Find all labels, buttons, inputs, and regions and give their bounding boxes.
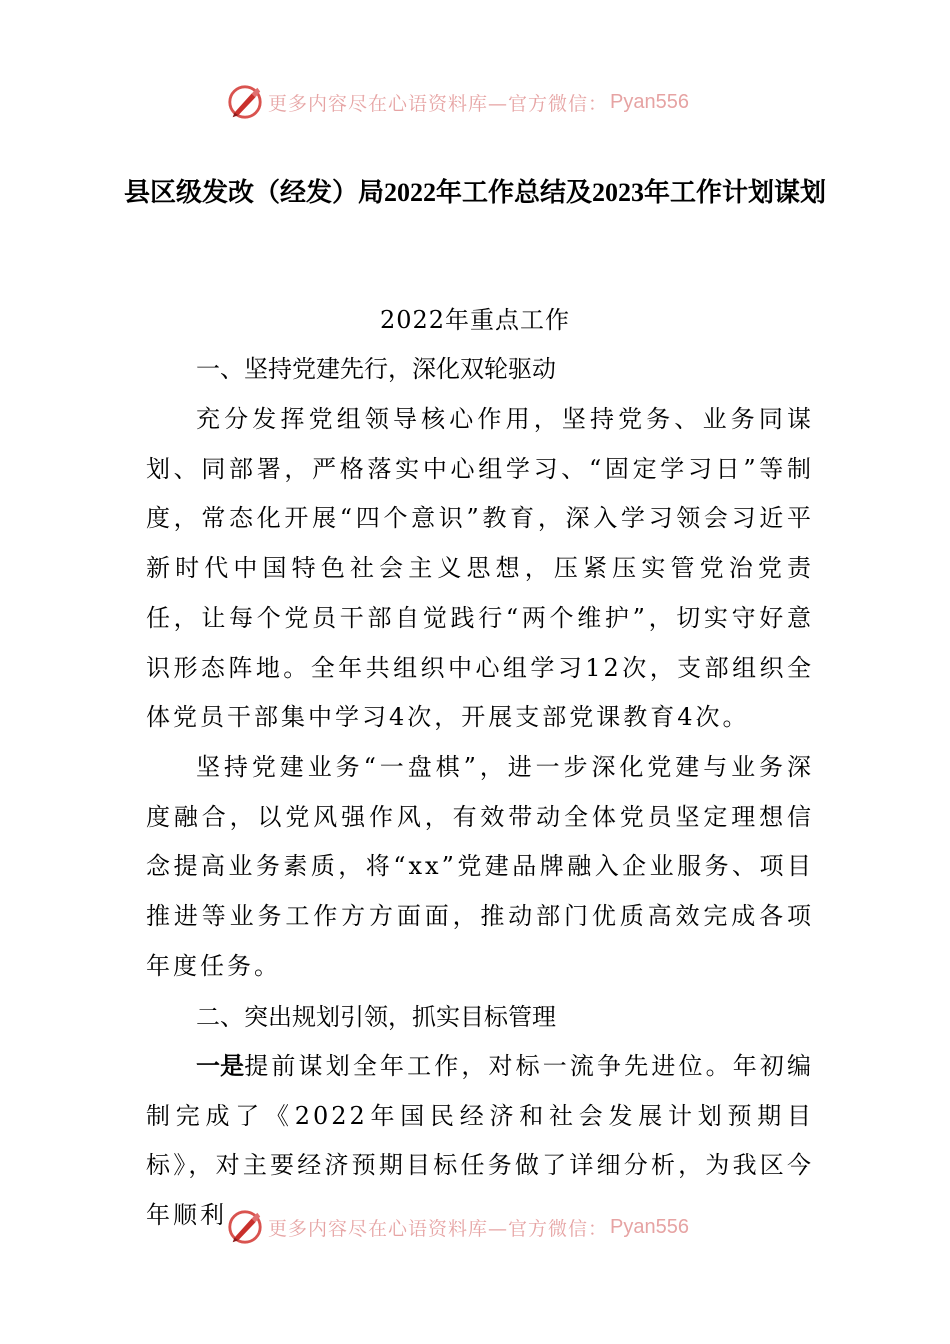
section-subtitle: 2022年重点工作	[379, 306, 571, 334]
wechat-id: Pyan556	[610, 90, 689, 113]
wechat-id: Pyan556	[610, 1215, 689, 1238]
paragraph-lead: 一是	[196, 1052, 245, 1080]
watermark-text: 更多内容尽在心语资料库—官方微信：	[268, 92, 609, 115]
pen-logo-icon	[226, 1208, 264, 1246]
watermark-banner-top	[226, 82, 689, 122]
watermark-text: 更多内容尽在心语资料库—官方微信：	[268, 1217, 609, 1240]
paragraph-body: 提前谋划全年工作，对标一流争先进位。年初编制完成了《2022年国民经济和社会发展计划预期目标》，对主要经济预期目标任务做了详细分析，为我区今年顺利	[146, 1052, 815, 1230]
pen-logo-icon	[226, 83, 264, 121]
section2-heading: 二、突出规划引领，抓实目标管理	[196, 1003, 556, 1031]
section1-heading: 一、坚持党建先行，深化双轮驱动	[196, 355, 556, 383]
watermark-banner-bottom	[226, 1207, 689, 1247]
document-title: 县区级发改（经发）局2022年工作总结及2023年工作计划谋划	[123, 178, 826, 207]
section1-paragraph-1: 充分发挥党组领导核心作用，坚持党务、业务同谋划、同部署，严格落实中心组学习、“固定学习日”等制度，常态化开展“四个意识”教育，深入学习领会习近平新时代中国特色社会主义思想，压紧压实管党治党责任，让每个党员干部自觉践行“两个维护”，切实守好意识形态阵地。全年共组织中心组学习12次，支部组织全体党员干部集中学习4次，开展支部党课教育4次。	[146, 405, 814, 732]
section1-paragraph-2: 坚持党建业务“一盘棋”，进一步深化党建与业务深度融合，以党风强作风，有效带动全体党员坚定理想信念提高业务素质，将“xx”党建品牌融入企业服务、项目推进等业务工作方方面面，推动部门优质高效完成各项年度任务。	[146, 753, 814, 980]
